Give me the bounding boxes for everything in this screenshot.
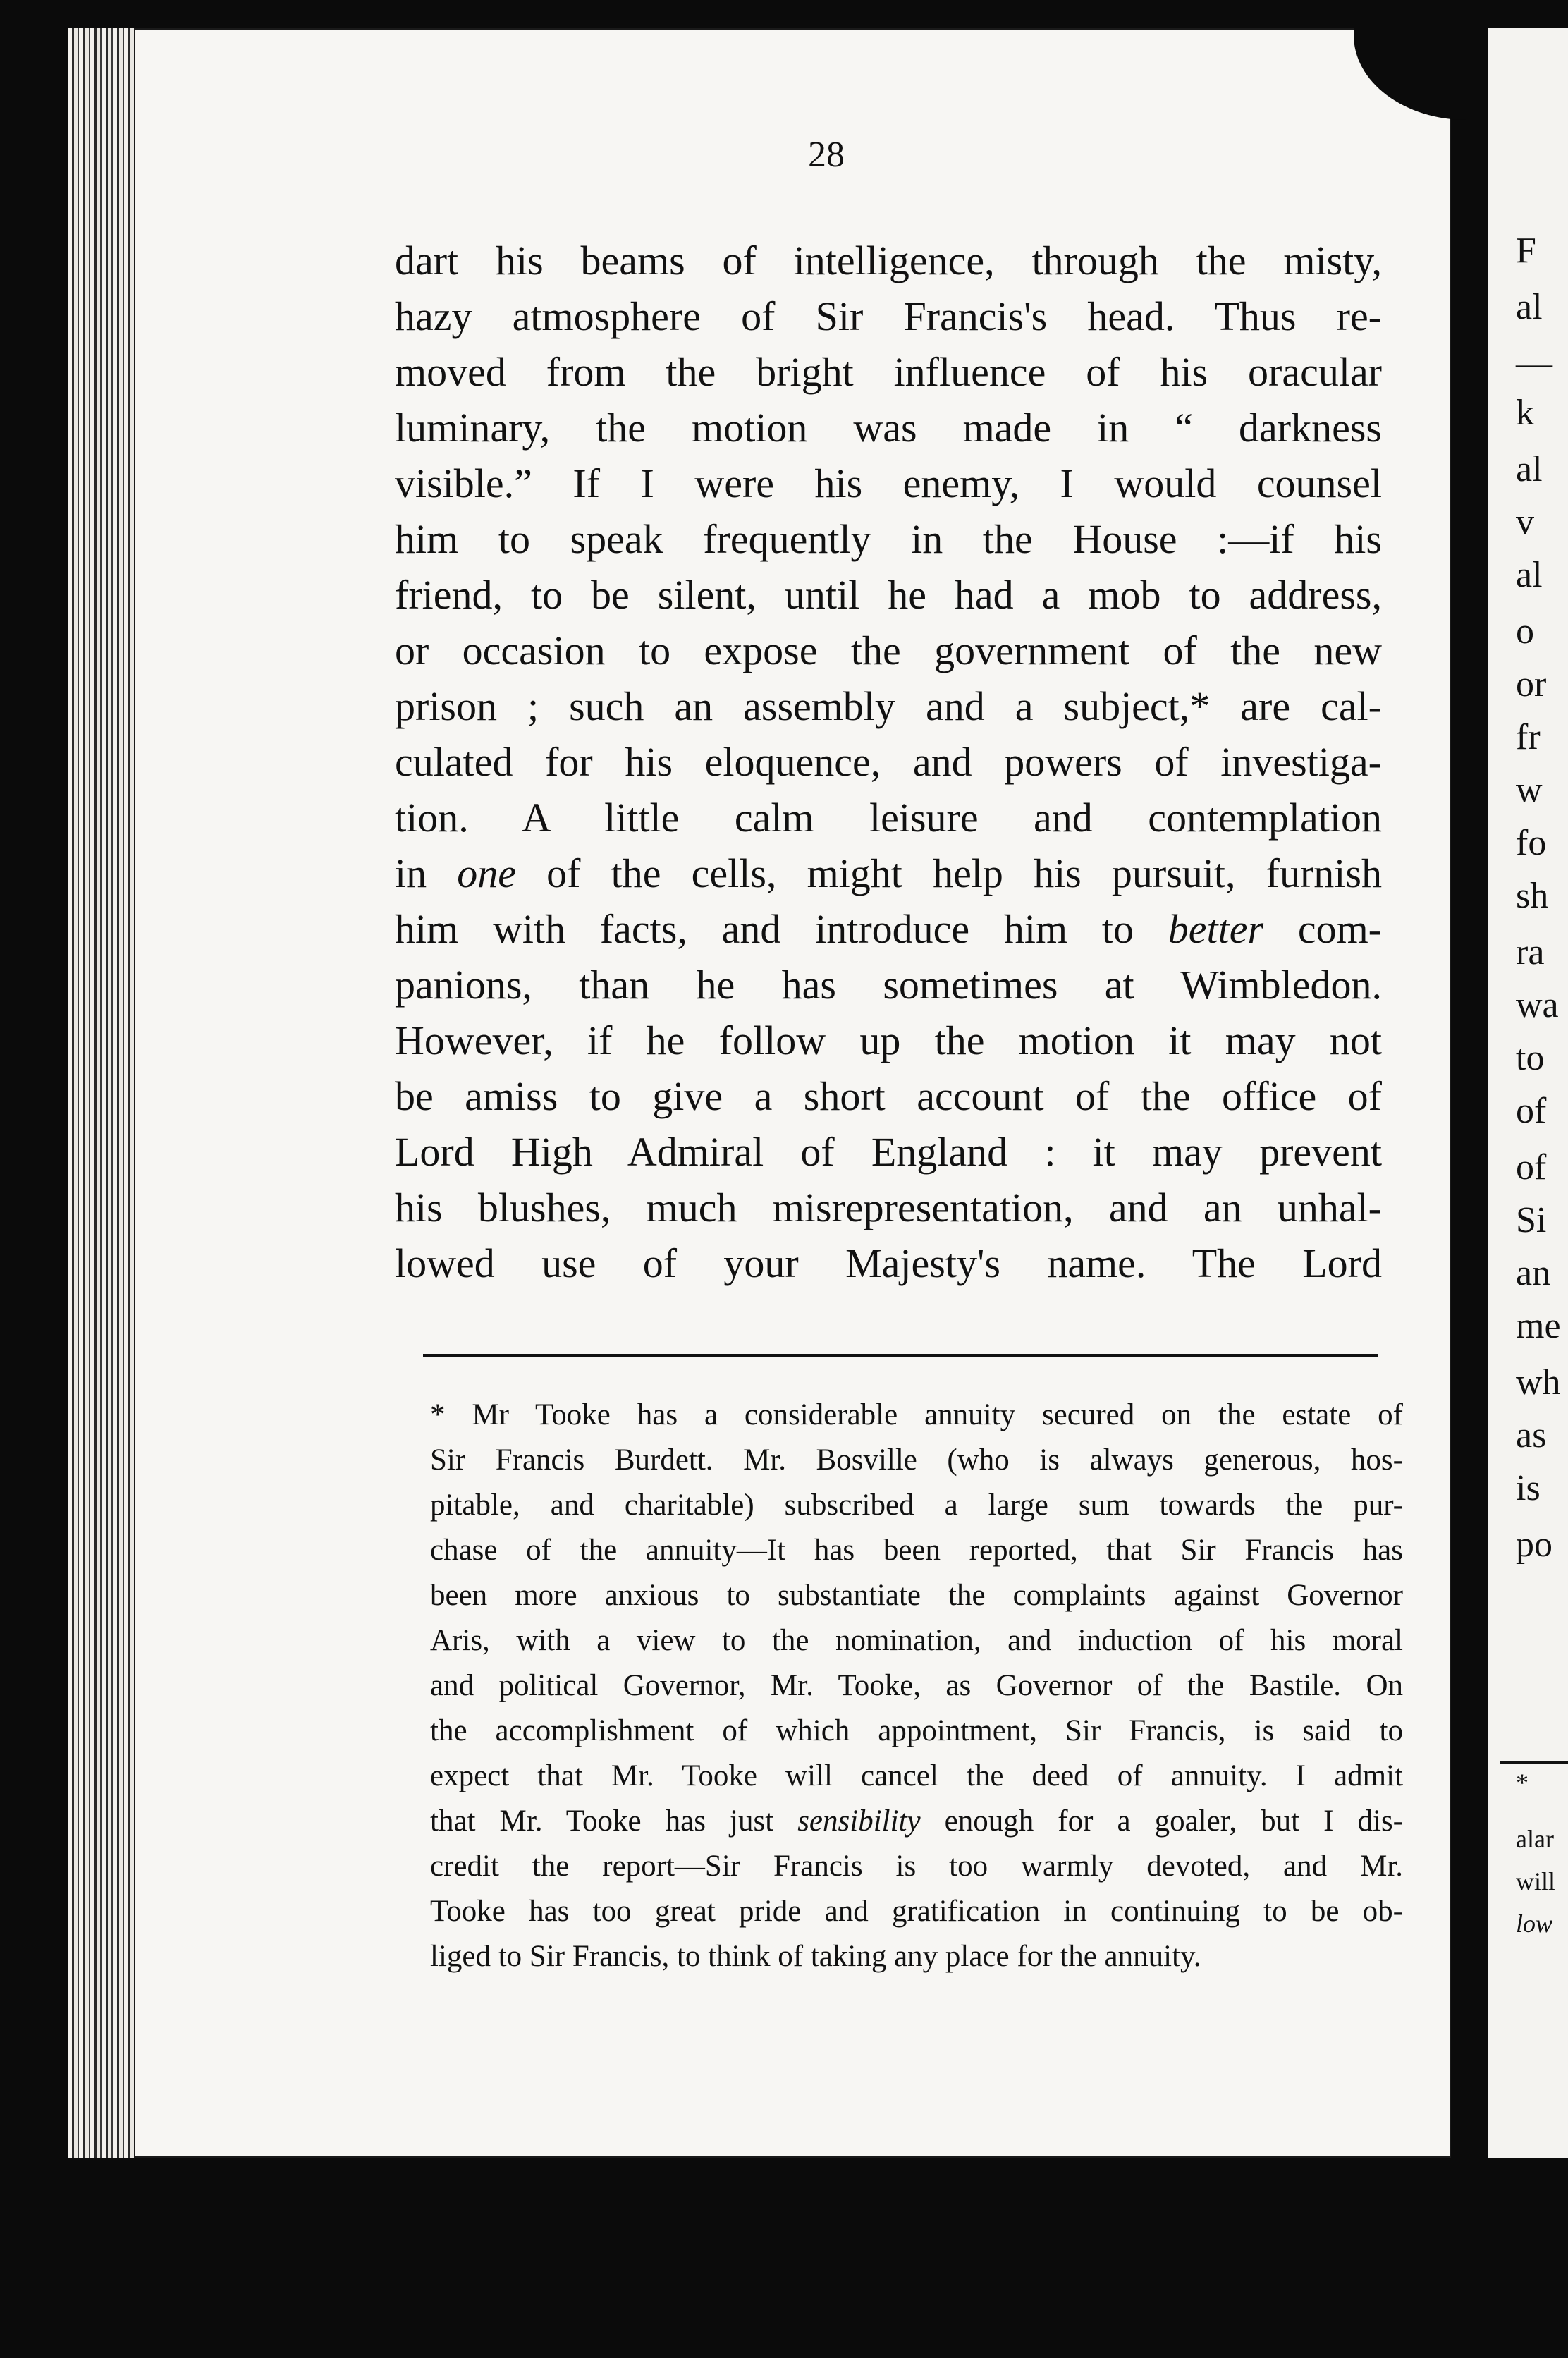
facing-page-fragment: an xyxy=(1516,1253,1551,1293)
facing-page-fragment: al xyxy=(1516,287,1543,327)
text-segment: in xyxy=(395,850,458,896)
facing-page-fragment: v xyxy=(1516,502,1534,542)
italic-word: better xyxy=(1168,906,1264,952)
body-line xyxy=(395,845,1382,901)
body-line: luminary, the motion was made in “ darkness xyxy=(395,405,1382,451)
text-segment: him with facts, and introduce him to xyxy=(395,906,1168,952)
footnote-line: and political Governor, Mr. Tooke, as Governor of the Bastile. On xyxy=(430,1669,1403,1702)
body-line: his blushes, much misrepresentation, and an unhal- xyxy=(395,1185,1382,1230)
facing-page-fragment: fo xyxy=(1516,823,1547,863)
body-line: hazy atmosphere of Sir Francis's head. Thus re- xyxy=(395,293,1382,339)
facing-page-fragment: to xyxy=(1516,1038,1545,1078)
footnote-line: pitable, and charitable) subscribed a large sum towards the pur- xyxy=(430,1489,1403,1522)
body-line: visible.” If I were his enemy, I would counsel xyxy=(395,460,1382,506)
facing-page-fragment: Si xyxy=(1516,1200,1547,1240)
facing-page-fragment: wa xyxy=(1516,985,1559,1025)
facing-page-fragment: fr xyxy=(1516,717,1541,757)
footnote-line: Aris, with a view to the nomination, and induction of his moral xyxy=(430,1624,1403,1657)
facing-page-fragment: of xyxy=(1516,1147,1547,1187)
body-line: prison ; such an assembly and a subject,* are cal- xyxy=(395,683,1382,729)
footnote-line: Sir Francis Burdett. Mr. Bosville (who is always generous, hos- xyxy=(430,1443,1403,1477)
text-segment: of the cells, might help his pursuit, furnish xyxy=(516,850,1382,896)
facing-page-fragment: k xyxy=(1516,393,1534,433)
facing-page-fragment: ra xyxy=(1516,932,1545,972)
footnote-line: the accomplishment of which appointment, Sir Francis, is said to xyxy=(430,1714,1403,1747)
facing-page-fragment: po xyxy=(1516,1525,1552,1565)
body-line: be amiss to give a short account of the office of xyxy=(395,1073,1382,1119)
facing-page-footnote-fragment: * xyxy=(1516,1768,1529,1797)
facing-page-fragment: w xyxy=(1516,770,1543,810)
body-line: Lord High Admiral of England : it may prevent xyxy=(395,1129,1382,1175)
facing-page-rule xyxy=(1500,1761,1568,1764)
page-number: 28 xyxy=(808,135,845,175)
facing-page-footnote-fragment: alar xyxy=(1516,1825,1554,1853)
body-text xyxy=(395,233,1382,1291)
facing-page-fragment: — xyxy=(1516,343,1552,384)
footnote-line: liged to Sir Francis, to think of taking any place for the annuity. xyxy=(430,1940,1201,1973)
body-line: panions, than he has sometimes at Wimbledon. xyxy=(395,962,1382,1008)
body-line: him to speak frequently in the House :—if his xyxy=(395,516,1382,562)
body-line xyxy=(395,901,1382,957)
facing-page-fragment: al xyxy=(1516,555,1543,595)
footnote-line: credit the report—Sir Francis is too warmly devoted, and Mr. xyxy=(430,1850,1403,1883)
body-line: However, if he follow up the motion it may not xyxy=(395,1018,1382,1063)
facing-page-fragment: as xyxy=(1516,1415,1547,1455)
facing-page-footnote-fragment: low xyxy=(1516,1910,1553,1938)
footnote-line: been more anxious to substantiate the complaints against Governor xyxy=(430,1579,1403,1612)
facing-page-fragment: o xyxy=(1516,611,1534,652)
body-line: or occasion to expose the government of the new xyxy=(395,628,1382,673)
footnote-line: expect that Mr. Tooke will cancel the deed of annuity. I admit xyxy=(430,1759,1403,1792)
text-segment: that Mr. Tooke has just xyxy=(430,1804,798,1838)
footnote xyxy=(430,1393,1403,1979)
footnote-line: * Mr Tooke has a considerable annuity secured on the estate of xyxy=(430,1398,1403,1431)
facing-page-footnote-fragment: will xyxy=(1516,1867,1556,1895)
facing-page-edge xyxy=(1488,28,1568,2158)
body-line: culated for his eloquence, and powers of investiga- xyxy=(395,739,1382,785)
body-line: moved from the bright influence of his oracular xyxy=(395,349,1382,395)
facing-page-fragment: sh xyxy=(1516,876,1549,916)
facing-page-fragment: wh xyxy=(1516,1362,1561,1403)
footnote-line: Tooke has too great pride and gratification in continuing to be ob- xyxy=(430,1895,1403,1928)
footnote-line xyxy=(430,1799,1403,1844)
facing-page-fragment: F xyxy=(1516,231,1536,271)
facing-page-fragment: is xyxy=(1516,1468,1541,1508)
body-line: lowed use of your Majesty's name. The Lord xyxy=(395,1240,1382,1286)
body-line: dart his beams of intelligence, through the misty, xyxy=(395,238,1382,283)
footnote-line: chase of the annuity—It has been reported, that Sir Francis has xyxy=(430,1534,1403,1567)
text-segment: enough for a goaler, but I dis- xyxy=(920,1804,1403,1838)
body-line: friend, to be silent, until he had a mob to address, xyxy=(395,572,1382,618)
facing-page-fragment: me xyxy=(1516,1306,1561,1346)
facing-page-fragment: or xyxy=(1516,664,1547,704)
footnote-rule xyxy=(423,1354,1378,1357)
scan-background xyxy=(0,2193,1568,2358)
body-line: tion. A little calm leisure and contemplation xyxy=(395,795,1382,841)
italic-word: one xyxy=(457,850,517,896)
text-segment: com- xyxy=(1263,906,1382,952)
facing-page-fragment: of xyxy=(1516,1091,1547,1131)
facing-page-fragment: al xyxy=(1516,449,1543,489)
italic-word: sensibility xyxy=(797,1804,921,1838)
